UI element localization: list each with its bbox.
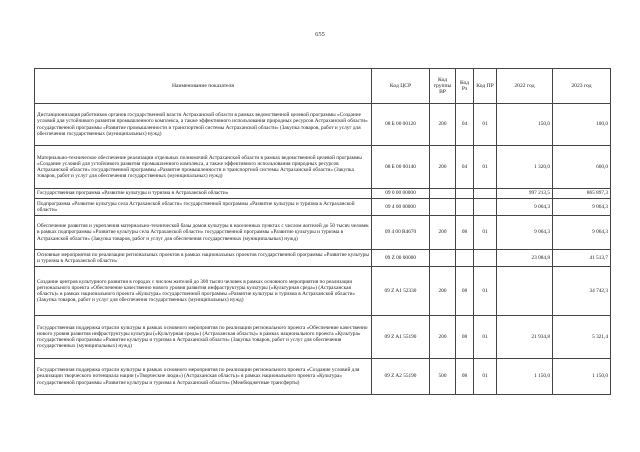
table-row [35, 359, 611, 395]
row-csr: 08 Б 00 00140 [372, 146, 430, 189]
row-2022: 150,0 [497, 104, 553, 146]
row-2023: 41 513,7 [553, 250, 611, 267]
table-header-row [35, 69, 611, 104]
row-rz [456, 189, 474, 199]
header-rz: Код Рз [456, 69, 474, 104]
table-row [35, 316, 611, 359]
row-vr: 200 [430, 146, 456, 189]
row-pr: 01 [474, 146, 497, 189]
row-csr: 09 Z A1 55190 [372, 316, 430, 359]
header-2022: 2022 год [497, 69, 553, 104]
row-vr: 200 [430, 267, 456, 316]
row-rz: 04 [456, 146, 474, 189]
row-pr [474, 250, 497, 267]
row-csr: 09 4 00 R4670 [372, 216, 430, 250]
row-vr: 200 [430, 216, 456, 250]
row-csr: 08 Б 00 00120 [372, 104, 430, 146]
row-pr [474, 189, 497, 199]
row-2023: 865 897,3 [553, 189, 611, 199]
row-vr: 200 [430, 104, 456, 146]
row-rz [456, 250, 474, 267]
row-2022: 23 084,8 [497, 250, 553, 267]
row-pr: 01 [474, 267, 497, 316]
row-name: Основные мероприятия по реализации региональных проектов в рамках национальных проектов государственной программы «Развитие культуры и туризма в Астраханской области» [35, 250, 372, 267]
row-rz: 08 [456, 359, 474, 395]
row-2022: 9 064,3 [497, 216, 553, 250]
row-2022: 1 320,0 [497, 146, 553, 189]
row-vr: 500 [430, 359, 456, 395]
table-row [35, 104, 611, 146]
row-rz: 08 [456, 267, 474, 316]
row-2022 [497, 267, 553, 316]
table-row [35, 267, 611, 316]
row-pr: 01 [474, 216, 497, 250]
row-name: Обеспечение развития и укрепления материально-технической базы домов культуры в населенных пунктах с числом жителей до 50 тысяч человек в рамках подпрограммы «Развитие культуры села Астраханской области» государственной программы «Развитие культуры и туризма в Астраханской области» (Закупка товаров, работ и услуг для обеспечения государственных (муниципальных) нужд) [35, 216, 372, 250]
row-2022: 9 064,3 [497, 199, 553, 216]
table-row [35, 216, 611, 250]
row-name: Материально-техническое обеспечение реализации отдельных полномочий Астраханской области в рамках ведомственной целевой программы «Создание условий для устойчивого развития промышленного комплекса, а также эффективного использования природных ресурсов Астраханской области» государственной программы «Развитие промышленности и транспортной системы Астраханской области» (Закупка товаров, работ и услуг для обеспечения государственных (муниципальных) нужд) [35, 146, 372, 189]
table-row [35, 146, 611, 189]
row-name: Государственная поддержка отрасли культуры в рамках основного мероприятия по реализации регионального проекта «Создание условий для реализации творческого потенциала нации («Творческие люди») (Астраханская область)» в рамках национального проекта «Культура» государственной программы «Развитие культуры и туризма в Астраханской области» (Межбюджетные трансферты) [35, 359, 372, 395]
row-vr [430, 250, 456, 267]
row-vr [430, 199, 456, 216]
row-pr: 01 [474, 104, 497, 146]
row-2022: 1 150,0 [497, 359, 553, 395]
row-pr: 01 [474, 316, 497, 359]
row-rz [456, 199, 474, 216]
table-row [35, 189, 611, 199]
row-rz: 04 [456, 104, 474, 146]
row-name: Создание центров культурного развития в городах с числом жителей до 300 тысяч человек в рамках основного мероприятия по реализации регионального проекта «Обеспечение качественно нового уровня развития инфраструктуры культуры («Культурная среда») (Астраханская область)» в рамках национального проекта «Культура» государственной программы «Развитие культуры и туризма в Астраханской области» (Закупка товаров, работ и услуг для обеспечения государственных (муниципальных) нужд) [35, 267, 372, 316]
row-2023: 9 064,3 [553, 216, 611, 250]
row-vr [430, 189, 456, 199]
row-2023: 100,0 [553, 104, 611, 146]
header-csr: Код ЦСР [372, 69, 430, 104]
row-rz: 08 [456, 216, 474, 250]
header-pr: Код ПР [474, 69, 497, 104]
row-2023: 660,0 [553, 146, 611, 189]
budget-table [34, 68, 611, 395]
row-2023: 9 064,3 [553, 199, 611, 216]
row-2023: 1 150,0 [553, 359, 611, 395]
row-vr: 200 [430, 316, 456, 359]
row-csr: 09 4 00 00000 [372, 199, 430, 216]
row-2022: 21 934,8 [497, 316, 553, 359]
row-csr: 09 Z A2 55190 [372, 359, 430, 395]
row-2023: 5 321,4 [553, 316, 611, 359]
row-name: Государственная программа «Развитие культуры и туризма в Астраханской области» [35, 189, 372, 199]
table-row [35, 250, 611, 267]
header-name: Наименование показателя [35, 69, 372, 104]
row-pr [474, 199, 497, 216]
row-2023: 34 742,3 [553, 267, 611, 316]
page-number: 655 [315, 31, 325, 38]
row-csr: 09 Z 00 00000 [372, 250, 430, 267]
row-rz: 08 [456, 316, 474, 359]
header-vr: Код группы ВР [430, 69, 456, 104]
row-2022: 997 213,5 [497, 189, 553, 199]
row-csr: 09 Z A1 52330 [372, 267, 430, 316]
row-name: Государственная поддержка отрасли культуры в рамках основного мероприятия по реализации регионального проекта «Обеспечение качественно нового уровня развития инфраструктуры культуры («Культурная среда») (Астраханская область)» в рамках национального проекта «Культура» государственной программы «Развитие культуры и туризма в Астраханской области» (Закупка товаров, работ и услуг для обеспечения государственных (муниципальных) нужд) [35, 316, 372, 359]
row-pr: 01 [474, 359, 497, 395]
header-2023: 2023 год [553, 69, 611, 104]
row-csr: 09 0 00 00000 [372, 189, 430, 199]
row-name: Дистанционизация работников органов государственной власти Астраханской области в рамках ведомственной целевой программы «Создание условий для устойчивого развития промышленного комплекса, а также эффективного использования природных ресурсов Астраханской области» государственной программы «Развитие промышленности и транспортной системы Астраханской области» (Закупка товаров, работ и услуг для обеспечения государственных (муниципальных) нужд) [35, 104, 372, 146]
row-name: Подпрограмма «Развитие культуры села Астраханской области» государственной программы «Развитие культуры и туризма в Астраханской области» [35, 199, 372, 216]
table-row [35, 199, 611, 216]
